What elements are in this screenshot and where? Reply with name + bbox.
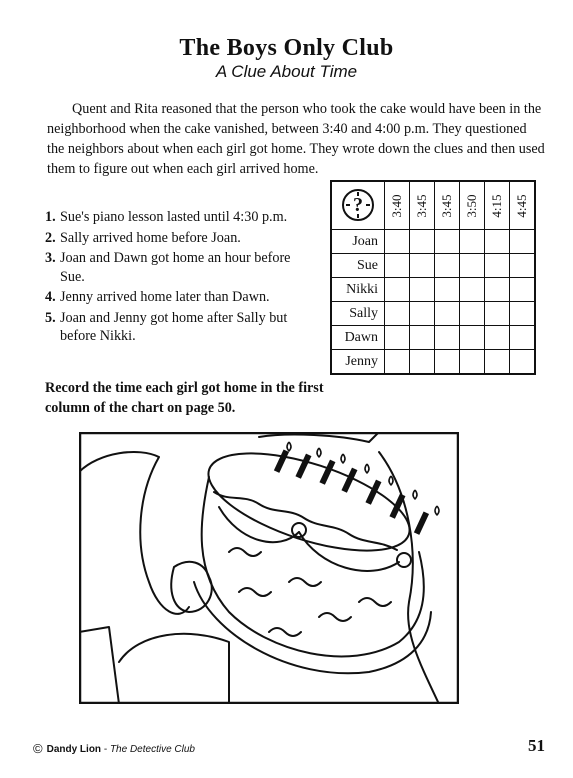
grid-row	[331, 350, 535, 375]
time-label: 3:40	[389, 193, 404, 218]
instruction-text: Record the time each girl got home in the first column of the chart on page 50.	[45, 380, 324, 416]
grid-cell[interactable]	[485, 278, 510, 302]
grid-row	[331, 254, 535, 278]
frosting-rose-2	[397, 553, 411, 567]
flame-4	[365, 464, 369, 473]
flame-6	[413, 490, 417, 499]
time-label: 3:45	[439, 193, 454, 218]
grid-cell[interactable]	[510, 326, 536, 350]
girl-name: Sally	[331, 302, 385, 326]
grid-cell[interactable]	[460, 230, 485, 254]
grid-cell[interactable]	[510, 302, 536, 326]
page-title: The Boys Only Club	[179, 35, 394, 61]
clue-item	[45, 208, 310, 227]
icing-squiggle-4	[319, 613, 351, 621]
clue-number: 1.	[45, 209, 56, 225]
clue-number: 5.	[45, 309, 56, 326]
grid-cell[interactable]	[460, 278, 485, 302]
girl-name: Sue	[331, 254, 385, 278]
grid-cell[interactable]	[510, 350, 536, 375]
grid-row	[331, 302, 535, 326]
knee-shape	[119, 634, 229, 704]
frosting-swag-2	[299, 532, 399, 571]
grid-cell[interactable]	[385, 350, 410, 375]
girl-name: Dawn	[331, 326, 385, 350]
candle-2	[296, 454, 311, 478]
book-title: The Detective Club	[109, 744, 195, 755]
grid-cell[interactable]	[410, 254, 435, 278]
grid-row	[331, 230, 535, 254]
chair-back	[79, 627, 119, 704]
grid-cell[interactable]	[410, 278, 435, 302]
girl-name: Nikki	[331, 278, 385, 302]
flame-2	[317, 448, 321, 457]
frosting-rose-1	[292, 523, 306, 537]
grid-cell[interactable]	[385, 230, 410, 254]
flame-5	[389, 476, 393, 485]
publisher-name: Dandy Lion	[46, 744, 102, 755]
clue-list	[45, 208, 310, 348]
girl-name: Joan	[331, 230, 385, 254]
candle-3	[320, 460, 335, 484]
flame-3	[341, 454, 345, 463]
grid-cell[interactable]	[460, 350, 485, 375]
illustration-frame	[80, 433, 458, 703]
grid-row	[331, 278, 535, 302]
clue-text: Sue's piano lesson lasted until 4:30 p.m.	[60, 209, 288, 225]
time-label: 3:45	[414, 193, 429, 218]
clue-text: Joan and Dawn got home an hour before Sue.	[60, 250, 291, 285]
grid-cell[interactable]	[385, 326, 410, 350]
left-arm	[79, 452, 189, 614]
time-column-header	[410, 181, 435, 230]
clue-text: Joan and Jenny got home after Sally but before Nikki.	[60, 309, 288, 344]
time-column-header	[510, 181, 536, 230]
grid-corner	[331, 181, 385, 230]
footer-separator: -	[101, 744, 110, 755]
time-column-header	[435, 181, 460, 230]
flame-7	[435, 506, 439, 515]
icing-squiggle-1	[229, 548, 261, 556]
grid-cell[interactable]	[460, 326, 485, 350]
grid-cell[interactable]	[385, 302, 410, 326]
icing-squiggle-2	[239, 588, 271, 596]
grid-cell[interactable]	[485, 254, 510, 278]
clue-number: 2.	[45, 229, 56, 246]
grid-cell[interactable]	[435, 350, 460, 375]
icing-squiggle-3	[289, 578, 321, 586]
grid-cell[interactable]	[385, 254, 410, 278]
grid-cell[interactable]	[510, 254, 536, 278]
clue-text: Sally arrived home before Joan.	[60, 229, 241, 246]
intro-paragraph: Quent and Rita reasoned that the person who took the cake would have been in the neighborhood when the cake vanished, between 3:40 and 4:00 p.m. They questioned the neighbors about when each girl got home. They wrote down the clues and then used them to figure out when each girl arrived home.	[47, 101, 545, 177]
copyright-icon: ©	[33, 741, 43, 756]
clue-item	[45, 249, 310, 286]
grid-cell[interactable]	[510, 278, 536, 302]
page-subtitle: A Clue About Time	[215, 62, 358, 81]
clock-question-icon	[342, 189, 374, 221]
grid-cell[interactable]	[435, 302, 460, 326]
grid-cell[interactable]	[410, 326, 435, 350]
grid-cell[interactable]	[410, 350, 435, 375]
time-label: 3:50	[464, 193, 479, 218]
grid-cell[interactable]	[435, 230, 460, 254]
grid-cell[interactable]	[510, 230, 536, 254]
grid-cell[interactable]	[410, 302, 435, 326]
clue-number: 3.	[45, 250, 56, 266]
grid-cell[interactable]	[460, 302, 485, 326]
time-label: 4:45	[514, 193, 529, 218]
candle-7	[415, 512, 429, 534]
clue-text: Jenny arrived home later than Dawn.	[60, 289, 270, 305]
logic-grid	[330, 180, 536, 375]
grid-cell[interactable]	[485, 350, 510, 375]
grid-cell[interactable]	[410, 230, 435, 254]
girl-name: Jenny	[331, 350, 385, 375]
grid-cell[interactable]	[460, 254, 485, 278]
clue-number: 4.	[45, 289, 56, 305]
grid-cell[interactable]	[485, 302, 510, 326]
time-column-header	[485, 181, 510, 230]
time-column-header	[385, 181, 410, 230]
candle-1	[275, 450, 289, 472]
grid-cell[interactable]	[435, 278, 460, 302]
grid-cell[interactable]	[485, 230, 510, 254]
clue-item	[45, 309, 310, 346]
grid-cell[interactable]	[385, 278, 410, 302]
icing-squiggle-5	[359, 598, 391, 606]
grid-cell[interactable]	[435, 254, 460, 278]
time-label: 4:15	[489, 193, 504, 218]
footer-credit	[33, 741, 195, 756]
flame-1	[287, 442, 291, 451]
clue-item	[45, 229, 310, 248]
grid-cell[interactable]	[485, 326, 510, 350]
icing-squiggle-6	[269, 628, 301, 636]
grid-row	[331, 326, 535, 350]
grid-cell[interactable]	[435, 326, 460, 350]
page-number: 51	[528, 736, 545, 755]
grid-header-row	[331, 181, 535, 230]
time-column-header	[460, 181, 485, 230]
clock-question-mark: ?	[353, 193, 363, 216]
cake-illustration	[79, 432, 459, 704]
clue-item	[45, 288, 310, 307]
